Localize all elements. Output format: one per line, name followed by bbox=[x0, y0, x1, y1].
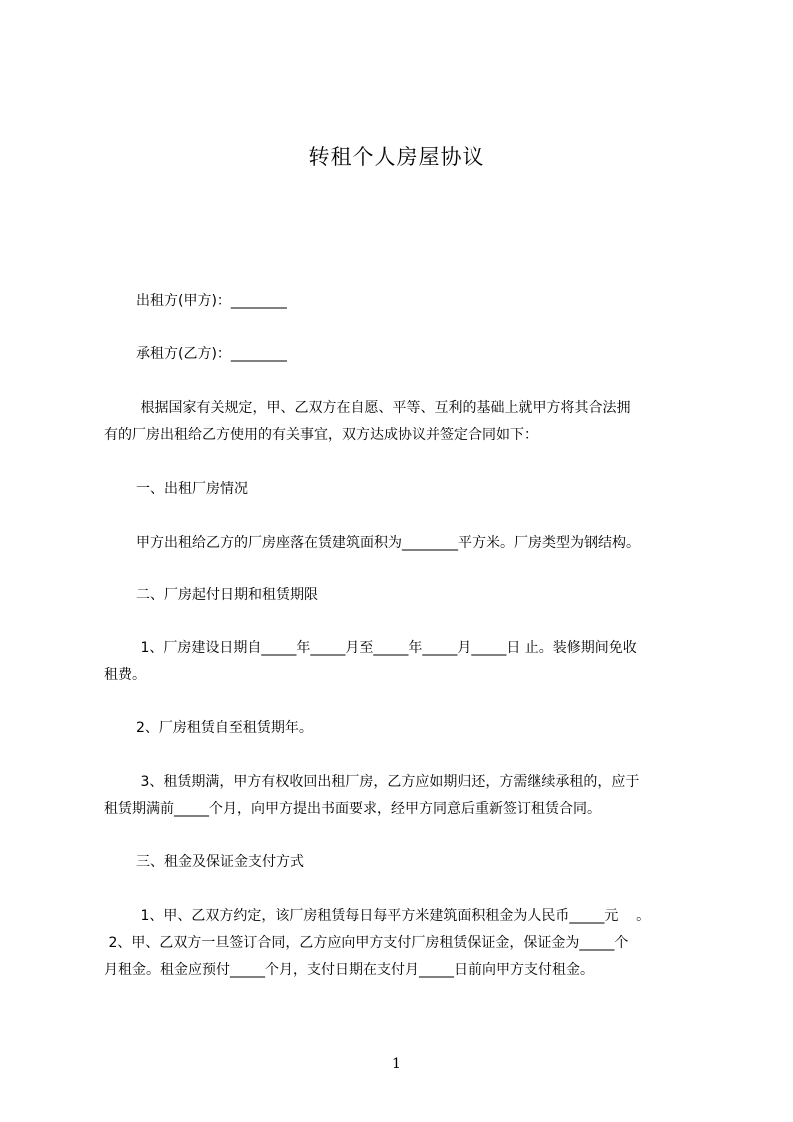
lessee-line: 承租方(乙方)：________ bbox=[136, 346, 287, 362]
page-number: 1 bbox=[392, 1056, 401, 1072]
intro-paragraph-line-1: 根据国家有关规定，甲、乙双方在自愿、平等、互利的基础上就甲方将其合法拥 bbox=[136, 400, 631, 416]
clause-2-1-line-1: 1、厂房建设日期自_____年_____月至_____年_____月_____日 止。装修期间免收 bbox=[136, 640, 637, 656]
section-heading-2: 二、厂房起付日期和租赁期限 bbox=[136, 587, 318, 603]
clause-3-2-line-2: 月租金。租金应预付_____个月，支付日期在支付月_____日前向甲方支付租金。 bbox=[104, 962, 594, 978]
clause-3-2-line-1: 2、甲、乙双方一旦签订合同，乙方应向甲方支付厂房租赁保证金，保证金为_____个 bbox=[104, 935, 629, 951]
document-title: 转租个人房屋协议 bbox=[308, 145, 485, 169]
section-heading-1: 一、出租厂房情况 bbox=[136, 481, 248, 497]
lessor-line: 出租方(甲方)：________ bbox=[136, 293, 287, 309]
clause-2-3-line-1: 3、租赁期满，甲方有权收回出租厂房，乙方应如期归还，方需继续承租的，应于 bbox=[136, 774, 640, 790]
clause-2-2: 2、厂房租赁自至租赁期年。 bbox=[136, 720, 313, 736]
clause-2-3-line-2: 租赁期满前_____个月，向甲方提出书面要求，经甲方同意后重新签订租赁合同。 bbox=[104, 801, 601, 817]
section-1-paragraph: 甲方出租给乙方的厂房座落在赁建筑面积为________平方米。厂房类型为钢结构。 bbox=[136, 535, 640, 551]
clause-3-1: 1、甲、乙双方约定，该厂房租赁每日每平方米建筑面积租金为人民币_____元 。 bbox=[136, 908, 651, 924]
clause-2-1-line-2: 租费。 bbox=[104, 667, 146, 683]
section-heading-3: 三、租金及保证金支付方式 bbox=[136, 854, 304, 870]
intro-paragraph-line-2: 有的厂房出租给乙方使用的有关事宜，双方达成协议并签定合同如下： bbox=[104, 427, 538, 443]
